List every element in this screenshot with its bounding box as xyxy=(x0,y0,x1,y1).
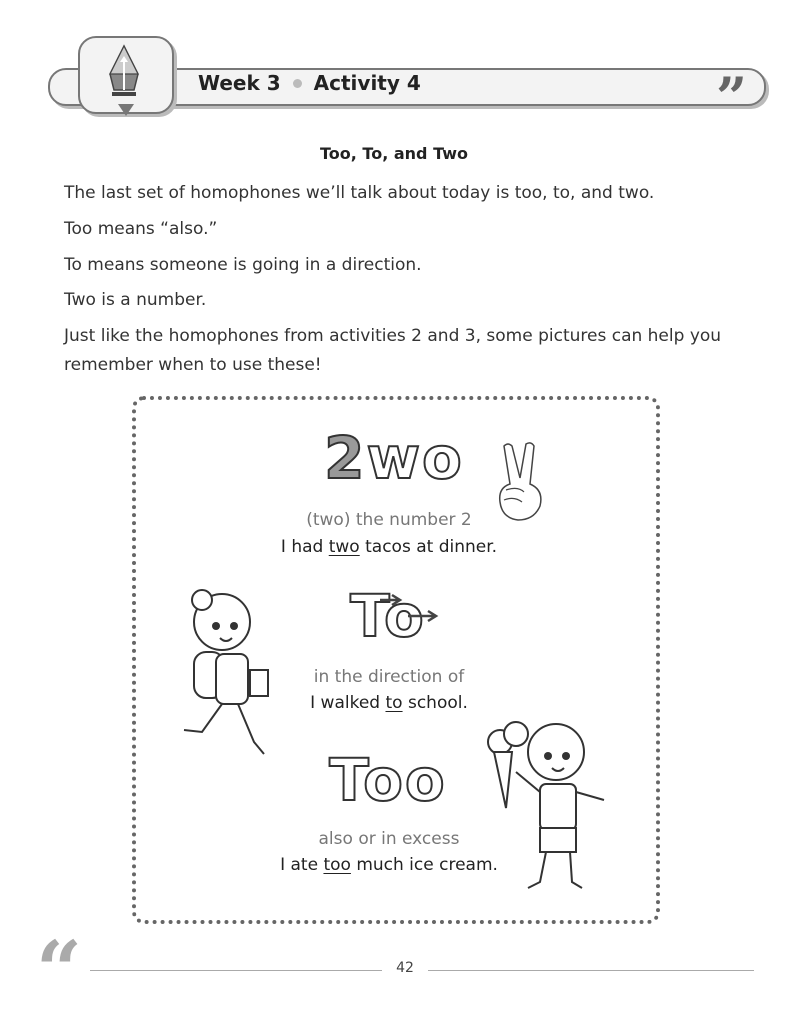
week-label: Week 3 xyxy=(198,71,281,95)
pen-nib-icon xyxy=(104,44,144,100)
header-title xyxy=(198,71,421,95)
page-number: 42 xyxy=(396,960,414,976)
paragraph: Just like the homophones from activities 2 and 3, some pictures can help you remember when to use these! xyxy=(64,326,722,375)
word-too: Too xyxy=(329,746,447,814)
definition-to: in the direction of xyxy=(313,667,465,687)
definition-two: (two) the number 2 xyxy=(306,510,472,530)
opening-quote-icon: “ xyxy=(36,923,83,1017)
paragraph: To means someone is going in a direction. xyxy=(64,255,422,275)
bubble-tail xyxy=(118,104,134,116)
paragraph: Too means “also.” xyxy=(64,219,218,239)
example-too: I ate too much ice cream. xyxy=(280,855,498,875)
separator-dot xyxy=(293,79,302,88)
definition-too: also or in excess xyxy=(318,829,460,849)
activity-label: Activity 4 xyxy=(313,71,421,95)
arrows-icon xyxy=(378,592,440,628)
word-two: 2wo xyxy=(324,424,464,492)
word-to: To xyxy=(350,582,426,650)
example-to: I walked to school. xyxy=(310,693,468,713)
example-two: I had two tacos at dinner. xyxy=(280,537,498,557)
paragraph: The last set of homophones we’ll talk about today is too, to, and two. xyxy=(64,183,655,203)
closing-quote-icon: ” xyxy=(716,65,748,129)
section-title: Too, To, and Two xyxy=(320,144,468,163)
paragraph: Two is a number. xyxy=(64,290,207,310)
